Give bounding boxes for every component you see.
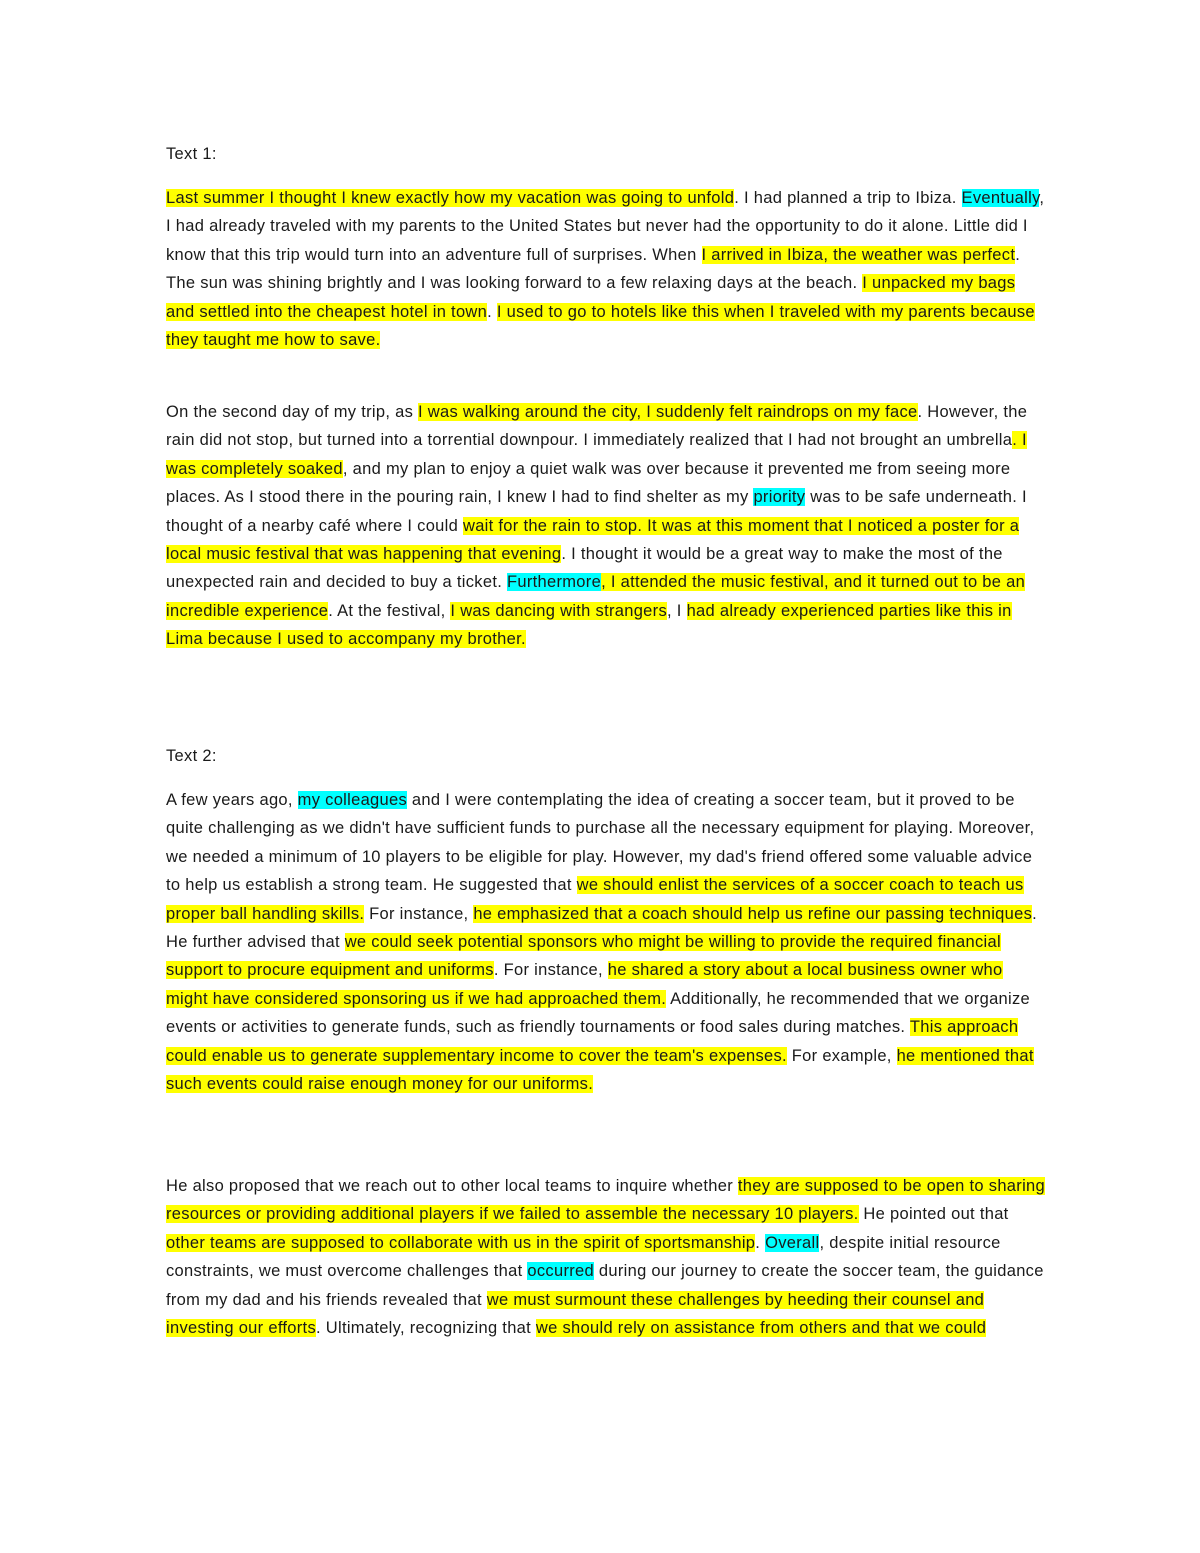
body-text: , and my plan to enjoy a quiet walk was over because it prevented me from seeing more places. As I stood there in the pouring rain, I knew I had to find shelter as my bbox=[166, 459, 1011, 507]
highlighted-phrase: other teams are supposed to collaborate with us in the spirit of sportsmanship bbox=[166, 1233, 756, 1252]
body-text: during our journey to create the soccer team, the guidance from my dad and his friends revealed that bbox=[166, 1262, 1044, 1309]
highlighted-phrase: had already experienced parties like this in Lima because I used to accompany my brother. bbox=[166, 601, 1012, 649]
body-text: . bbox=[755, 1233, 766, 1252]
highlighted-phrase: , I attended the music festival, and it turned out to be an incredible experience bbox=[166, 573, 1026, 620]
text-1-paragraph-1 bbox=[166, 184, 1046, 354]
body-text: . The sun was shining brightly and I was looking forward to a few relaxing days at the beach. bbox=[166, 245, 1021, 293]
highlighted-phrase: we must surmount these challenges by heeding their counsel and investing our efforts bbox=[166, 1290, 985, 1338]
body-text: He pointed out that bbox=[858, 1205, 1009, 1224]
highlighted-phrase: they are supposed to be open to sharing resources or providing additional players if we failed to assemble the necessary 10 players. bbox=[166, 1177, 1045, 1224]
text-2-paragraph-1 bbox=[166, 786, 1046, 1098]
body-text: . I thought it would be a great way to make the most of the unexpected rain and decided to buy a ticket. bbox=[166, 545, 1003, 592]
body-text: A few years ago, bbox=[166, 791, 298, 809]
highlighted-phrase: he shared a story about a local business owner who might have considered sponsoring us if we had approached them. bbox=[166, 961, 1003, 1008]
body-text: and I were contemplating the idea of creating a soccer team, but it proved to be quite challenging as we didn't have sufficient funds to purchase all the necessary equipment for playing. Moreover, we needed a minimum of 10 players to be eligible for play. However, my dad's friend offered some valuable advice to help us establish a strong team. He suggested that bbox=[166, 791, 1035, 895]
body-text: . He further advised that bbox=[166, 904, 1038, 952]
text-2-heading: Text 2: bbox=[166, 747, 217, 765]
highlighted-phrase: wait for the rain to stop. It was at this moment that I noticed a poster for a local music festival that was happening that evening bbox=[166, 516, 1020, 564]
body-text: On the second day of my trip, as bbox=[166, 403, 419, 421]
highlighted-keyword: Furthermore bbox=[506, 573, 602, 592]
highlighted-phrase: I was dancing with strangers bbox=[450, 601, 668, 620]
highlighted-phrase: he emphasized that a coach should help us refine our passing techniques bbox=[473, 904, 1033, 923]
body-text: was to be safe underneath. I thought of a nearby café where I could bbox=[166, 488, 1027, 535]
highlighted-keyword: occurred bbox=[527, 1262, 594, 1281]
highlighted-phrase: I used to go to hotels like this when I traveled with my parents because they taught me how to save. bbox=[166, 302, 1035, 350]
highlighted-phrase: I was walking around the city, I suddenly felt raindrops on my face bbox=[418, 403, 918, 421]
highlighted-phrase: we should enlist the services of a soccer coach to teach us proper ball handling skills. bbox=[166, 876, 1024, 923]
highlighted-phrase: I arrived in Ibiza, the weather was perfect bbox=[701, 245, 1016, 264]
highlighted-phrase: he mentioned that such events could raise enough money for our uniforms. bbox=[166, 1046, 1034, 1094]
highlighted-phrase: This approach could enable us to generate supplementary income to cover the team's expenses. bbox=[166, 1018, 1019, 1065]
body-text: . At the festival, bbox=[328, 601, 451, 620]
body-text: . bbox=[487, 302, 497, 321]
body-text: . I had planned a trip to Ibiza. bbox=[734, 189, 962, 207]
body-text: , I had already traveled with my parents to the United States but never had the opportunity to do it alone. Little did I know that this trip would turn into an adventure full of surprises. When bbox=[166, 189, 1045, 264]
highlighted-keyword: priority bbox=[753, 488, 806, 507]
highlighted-phrase: Last summer I thought I knew exactly how my vacation was going to unfold bbox=[166, 189, 735, 207]
highlighted-phrase: we could seek potential sponsors who might be willing to provide the required financial support to procure equipment and uniforms bbox=[166, 933, 1001, 980]
body-text: For instance, bbox=[364, 904, 474, 923]
text-2-paragraph-2 bbox=[166, 1172, 1046, 1342]
body-text: Additionally, he recommended that we organize events or activities to generate funds, such as friendly tournaments or food sales during matches. bbox=[166, 989, 1031, 1037]
body-text: , I bbox=[667, 601, 687, 620]
highlighted-keyword: Overall bbox=[765, 1233, 820, 1252]
text-1-paragraph-2 bbox=[166, 398, 1046, 654]
body-text: . However, the rain did not stop, but turned into a torrential downpour. I immediately realized that I had not brought an umbrella bbox=[166, 403, 1028, 450]
highlighted-keyword: my colleagues bbox=[297, 791, 408, 809]
text-1-heading: Text 1: bbox=[166, 145, 217, 163]
body-text: For example, bbox=[786, 1046, 897, 1065]
body-text: . For instance, bbox=[493, 961, 608, 980]
highlighted-phrase: we should rely on assistance from others and that we could bbox=[535, 1319, 987, 1338]
highlighted-phrase: . I was completely soaked bbox=[166, 431, 1027, 478]
body-text: He also proposed that we reach out to other local teams to inquire whether bbox=[166, 1177, 738, 1195]
body-text: . Ultimately, recognizing that bbox=[316, 1319, 536, 1338]
highlighted-keyword: Eventually bbox=[961, 189, 1040, 207]
body-text: , despite initial resource constraints, we must overcome challenges that bbox=[166, 1233, 1001, 1281]
highlighted-phrase: I unpacked my bags and settled into the cheapest hotel in town bbox=[166, 274, 1016, 321]
